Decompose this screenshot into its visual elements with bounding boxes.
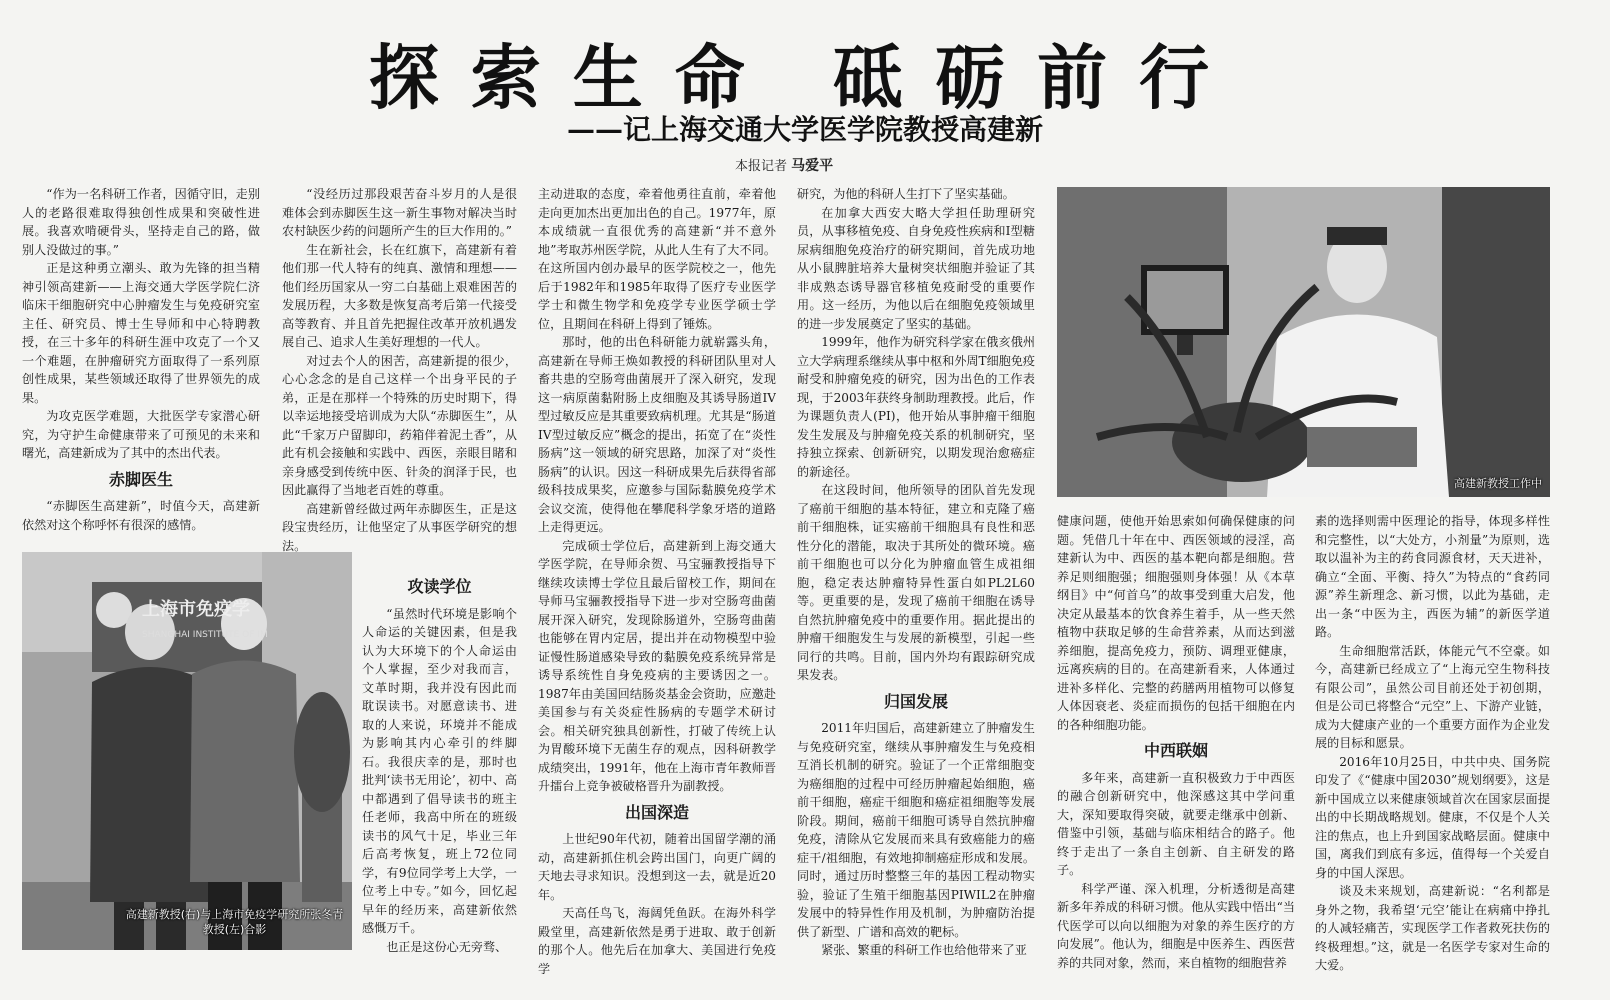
paragraph: 正是这种勇立潮头、敢为先锋的担当精神引领高建新——上海交通大学医学院仁济临床干细胞研究中心肿瘤发生与免疫研究室主任、研究员、博士生导师和中心特聘教授，在三十多年的科研生涯中攻克了一个又一个难题，在肿瘤研究方面取得了一系列原创性成果，某些领域还取得了世界领先的成果。 [22,261,260,405]
paragraph: “作为一名科研工作者，因循守旧，走别人的老路很难取得独创性成果和突破性进展。我喜欢啃硬骨头，坚持走自己的路，做别人没做过的事。” [22,187,260,257]
paragraph: 那时，他的出色科研能力就崭露头角，高建新在导师王焕如教授的科研团队里对人畜共患的空肠弯曲菌展开了深入研究，发现这一病原菌黏附肠上皮细胞及其诱导肠道IV型过敏反应是其重要致病机理。尤其是“肠道IV型过敏反应”概念的提出，拓宽了在“炎性肠病”这一领域的研究思路，加深了对“炎性肠病”的认识。因这一科研成果先后获得省部级科技成果奖，应邀参与国际黏膜免疫学术会议交流，使得他在攀爬科学象牙塔的道路上走得更远。 [538,335,776,534]
section-heading: 中西联姻 [1143,741,1208,760]
section-heading: 赤脚医生 [108,469,173,489]
section-heading: 归国发展 [883,691,948,711]
sign-text-english: SHANGHAI INSTITUTE OF IM [142,630,268,640]
section-heading: 出国深造 [624,802,689,822]
article-column-6 [1057,512,1295,995]
article-column-1 [22,185,260,540]
paragraph: 主动进取的态度，牵着他勇往直前，牵着他走向更加杰出更加出色的自己。1977年，原本成绩就一直很优秀的高建新“并不意外地”考取苏州医学院，从此人生有了大不同。在这所国内创办最早的医学院校之一，他先后于1982年和1985年取得了医疗专业医学学士和微生物学和免疫学专业医学硕士学位，且期间在科研上得到了锤炼。 [538,187,776,331]
article-column-4 [538,185,776,995]
photo-caption: 高建新教授(右)与上海市免疫学研究所张冬青教授(左)合影 [125,908,344,936]
paragraph: 1999年，他作为研究科学家在俄亥俄州立大学病理系继续从事中枢和外周T细胞免疫耐受和肿瘤免疫的研究，因为出色的工作表现，于2003年获终身制助理教授。此后，作为课题负责人(PI)，他开始从事肿瘤干细胞发生发展及与肿瘤免疫关系的机制研究，坚持独立探索、创新研究，以期发现治愈癌症的新途径。 [797,335,1035,479]
article-column-5 [797,185,1035,995]
paragraph: 健康问题，使他开始思索如何确保健康的问题。凭借几十年在中、西医领域的浸淫，高建新认为中、西医的基本靶向都是细胞。营养足则细胞强；细胞强则身体强！从《本草纲目》中“何首乌”的故事受到重大启发，他决定从最基本的饮食养生着手，从一些天然植物中获取足够的生命营养素，从而达到滋养细胞，提高免疫力，预防、调理亚健康，远离疾病的目的。在高建新看来，人体通过进补多样化、完整的药膳两用植物可以修复人体因衰老、炎症而损伤的包括干细胞在内的各种细胞功能。 [1057,514,1295,732]
section-heading: 攻读学位 [407,577,472,596]
paragraph: 天高任鸟飞，海阔凭鱼跃。在海外科学殿堂里，高建新依然是勇于进取、敢于创新的那个人。他先后在加拿大、美国进行免疫学 [538,906,776,976]
paragraph: “虽然时代环境是影响个人命运的关键因素，但是我认为大环境下的个人命运由个人掌握，至少对我而言，文革时期，我并没有因此而耽误读书。对愿意读书、进取的人来说，环境并不能成为影响其内心牵引的绊脚石。我很庆幸的是，那时也批判‘读书无用论’，初中、高中都遇到了倡导读书的班主任老师，我高中所在的班级读书的风气十足，毕业三年后高考恢复，班上72位同学，有9位同学考上大学，一位考上中专。”如今，回忆起早年的经历来，高建新依然感慨万千。 [362,606,517,935]
paragraph: 也正是这份心无旁骛、 [386,939,508,954]
paragraph: 2011年归国后，高建新建立了肿瘤发生与免疫研究室，继续从事肿瘤发生与免疫相互消长机制的研究。验证了一个正常细胞变为癌细胞的过程中可经历肿瘤起始细胞，癌前干细胞，癌症干细胞和癌症祖细胞等发展阶段。期间，癌前干细胞可诱导自然抗肿瘤免疫，清除从它发展而来具有致癌能力的癌症干/祖细胞，有效地抑制癌症形成和发展。同时，通过历时整整三年的基因工程动物实验，验证了生殖干细胞基因PIWIL2在肿瘤发展中的特异性作用及机制，为肿瘤防治提供了新型、广谱和高效的靶标。 [797,721,1035,939]
byline-role: 本报记者 [735,159,788,174]
paragraph: 科学严谨、深入机理，分析透彻是高建新多年养成的科研习惯。他从实践中悟出“当代医学可以向以细胞为对象的养生医疗的方向发展”。他认为，细胞是中医养生、西医营养的共同对象，然而，来自植物的细胞营养 [1057,881,1295,970]
article-column-2 [282,185,517,585]
paragraph: 为攻克医学难题，大批医学专家潜心研究，为守护生命健康带来了可预见的未来和曙光，高建新成为了其中的杰出代表。 [22,409,260,460]
article-column-3 [362,570,517,995]
paragraph: 高建新曾经做过两年赤脚医生，正是这段宝贵经历，让他坚定了从事医学研究的想法。 [282,501,517,553]
paragraph: 研究，为他的科研人生打下了坚实基础。 [797,187,1015,201]
headline: 探索生命 砥砺前行 [368,37,1242,119]
paragraph: 2016年10月25日，中共中央、国务院印发了《“健康中国2030”规划纲要》，这是新中国成立以来健康领域首次在国家层面提出的中长期战略规划。健康，不仅是个人关注的焦点，也上升到国家战略层面。健康中国，离我们到底有多远，值得每一个关爱自身的中国人深思。 [1315,754,1550,880]
paragraph: 完成硕士学位后，高建新到上海交通大学医学院，在导师余贺、马宝骊教授指导下继续攻读博士学位且最后留校工作，期间在导师马宝骊教授指导下进一步对空肠弯曲菌展开深入研究，发现除肠道外，空肠弯曲菌也能够在胃内定居，提出并在动物模型中验证慢性肠道感染导致的黏膜免疫系统异常是诱导系统性自身免疫病的主要诱因之一。1987年由美国回结肠炎基金会资助，应邀赴美国参与有关炎症性肠病的专题学术研讨会。相关研究独具创新性，打破了传统上认为胃酸环境下无菌生存的观点，因科研教学成绩突出，1991年，他在上海市青年教师晋升擂台上竞争被破格晋升为副教授。 [538,538,776,793]
paragraph: 紧张、繁重的科研工作也给他带来了亚 [821,943,1027,957]
paragraph: 多年来，高建新一直积极致力于中西医的融合创新研究中，他深感这其中学问重大，深知要取得突破，就要走继承中创新、借鉴中引领，基础与临床相结合的路子。他终于走出了一条自主创新、自主研发的路子。 [1057,770,1295,877]
paragraph: 在加拿大西安大略大学担任助理研究员，从事移植免疫、自身免疫性疾病和I型糖尿病细胞免疫治疗的研究期间，首先成功地从小鼠脾脏培养大量树突状细胞并验证了其非成熟态诱导器官移植免疫耐受的重要作用。这一经历，为他以后在细胞免疫领域里的进一步发展奠定了坚实的基础。 [797,205,1035,331]
paragraph: 生命细胞常活跃，体能元气不空豪。如今，高建新已经成立了“上海元空生物科技有限公司”，虽然公司目前还处于初创期，但是公司已将整合“元空”上、下游产业链，成为大健康产业的一个重要方面作为企业发展的目标和愿景。 [1315,643,1550,750]
paragraph: 上世纪90年代初，随着出国留学潮的涌动，高建新抓住机会跨出国门，向更广阔的天地去寻求知识。没想到这一去，就是近20年。 [538,832,776,902]
photo-professor-working [1057,187,1550,497]
photo-two-professors [22,552,352,950]
paragraph: 对过去个人的困苦，高建新提的很少，心心念念的是自己这样一个出身平民的子弟，正是在那样一个特殊的历史时期下，得以幸运地接受培训成为大队“赤脚医生”，从此“千家万户留脚印，药箱伴着泥土香”，从此有机会接触和实践中、西医，亲眼目睹和亲身感受到传统中医、针灸的润泽于民，也因此赢得了当地老百姓的尊重。 [282,353,517,497]
paragraph: “赤脚医生高建新”，时值今天，高建新依然对这个称呼怀有很深的感情。 [22,499,260,532]
paragraph: “没经历过那段艰苦奋斗岁月的人是很难体会到赤脚医生这一新生事物对解决当时农村缺医少药的问题所产生的巨大作用的。” [282,187,517,238]
sign-text: 上海市免疫学 [142,599,250,620]
paragraph: 生在新社会，长在红旗下，高建新有着他们那一代人特有的纯真、激情和理想——他们经历国家从一穷二白基础上艰难困苦的发展历程，大多数是恢复高考后第一代接受高等教育、并且首先把握住改革开放机遇发展自己、追求人生美好理想的一代人。 [282,242,517,349]
photo-illustration [1057,187,1550,497]
article-column-7 [1315,512,1550,995]
subheadline: ——记上海交通大学医学院教授高建新 [566,113,1043,146]
photo-caption: 高建新教授工作中 [1454,477,1542,490]
byline-name: 马爱平 [791,158,834,174]
paragraph: 谈及未来规划，高建新说：“名利都是身外之物，我希望‘元空’能让在病痛中挣扎的人减轻痛苦，实现医学工作者救死扶伤的终极理想。”这，就是一名医学专家对生命的大爱。 [1315,884,1550,972]
paragraph: 在这段时间，他所领导的团队首先发现了癌前干细胞的基本特征，建立和克隆了癌前干细胞株，证实癌前干细胞具有良性和恶性分化的潜能，取决于其所处的微环境。癌前干细胞也可以分化为肿瘤血管生成祖细胞，稳定表达肿瘤特异性蛋白如PL2L60等。更重要的是，发现了癌前干细胞在诱导自然抗肿瘤免疫中的重要作用。据此提出的肿瘤干细胞发生与发展的新模型，引起一些同行的共鸣。目前，国内外均有跟踪研究成果发表。 [797,483,1035,682]
byline [735,155,833,175]
paragraph: 素的选择则需中医理论的指导，体现多样性和完整性，以“大处方，小剂量”为原则，选取以温补为主的药食同源食材，天天进补，确立“全面、平衡、持久”为特点的“食药同源”养生新理念、新习惯，以此为基础，走出一条“中医为主，西医为辅”的新医学道路。 [1315,514,1550,639]
